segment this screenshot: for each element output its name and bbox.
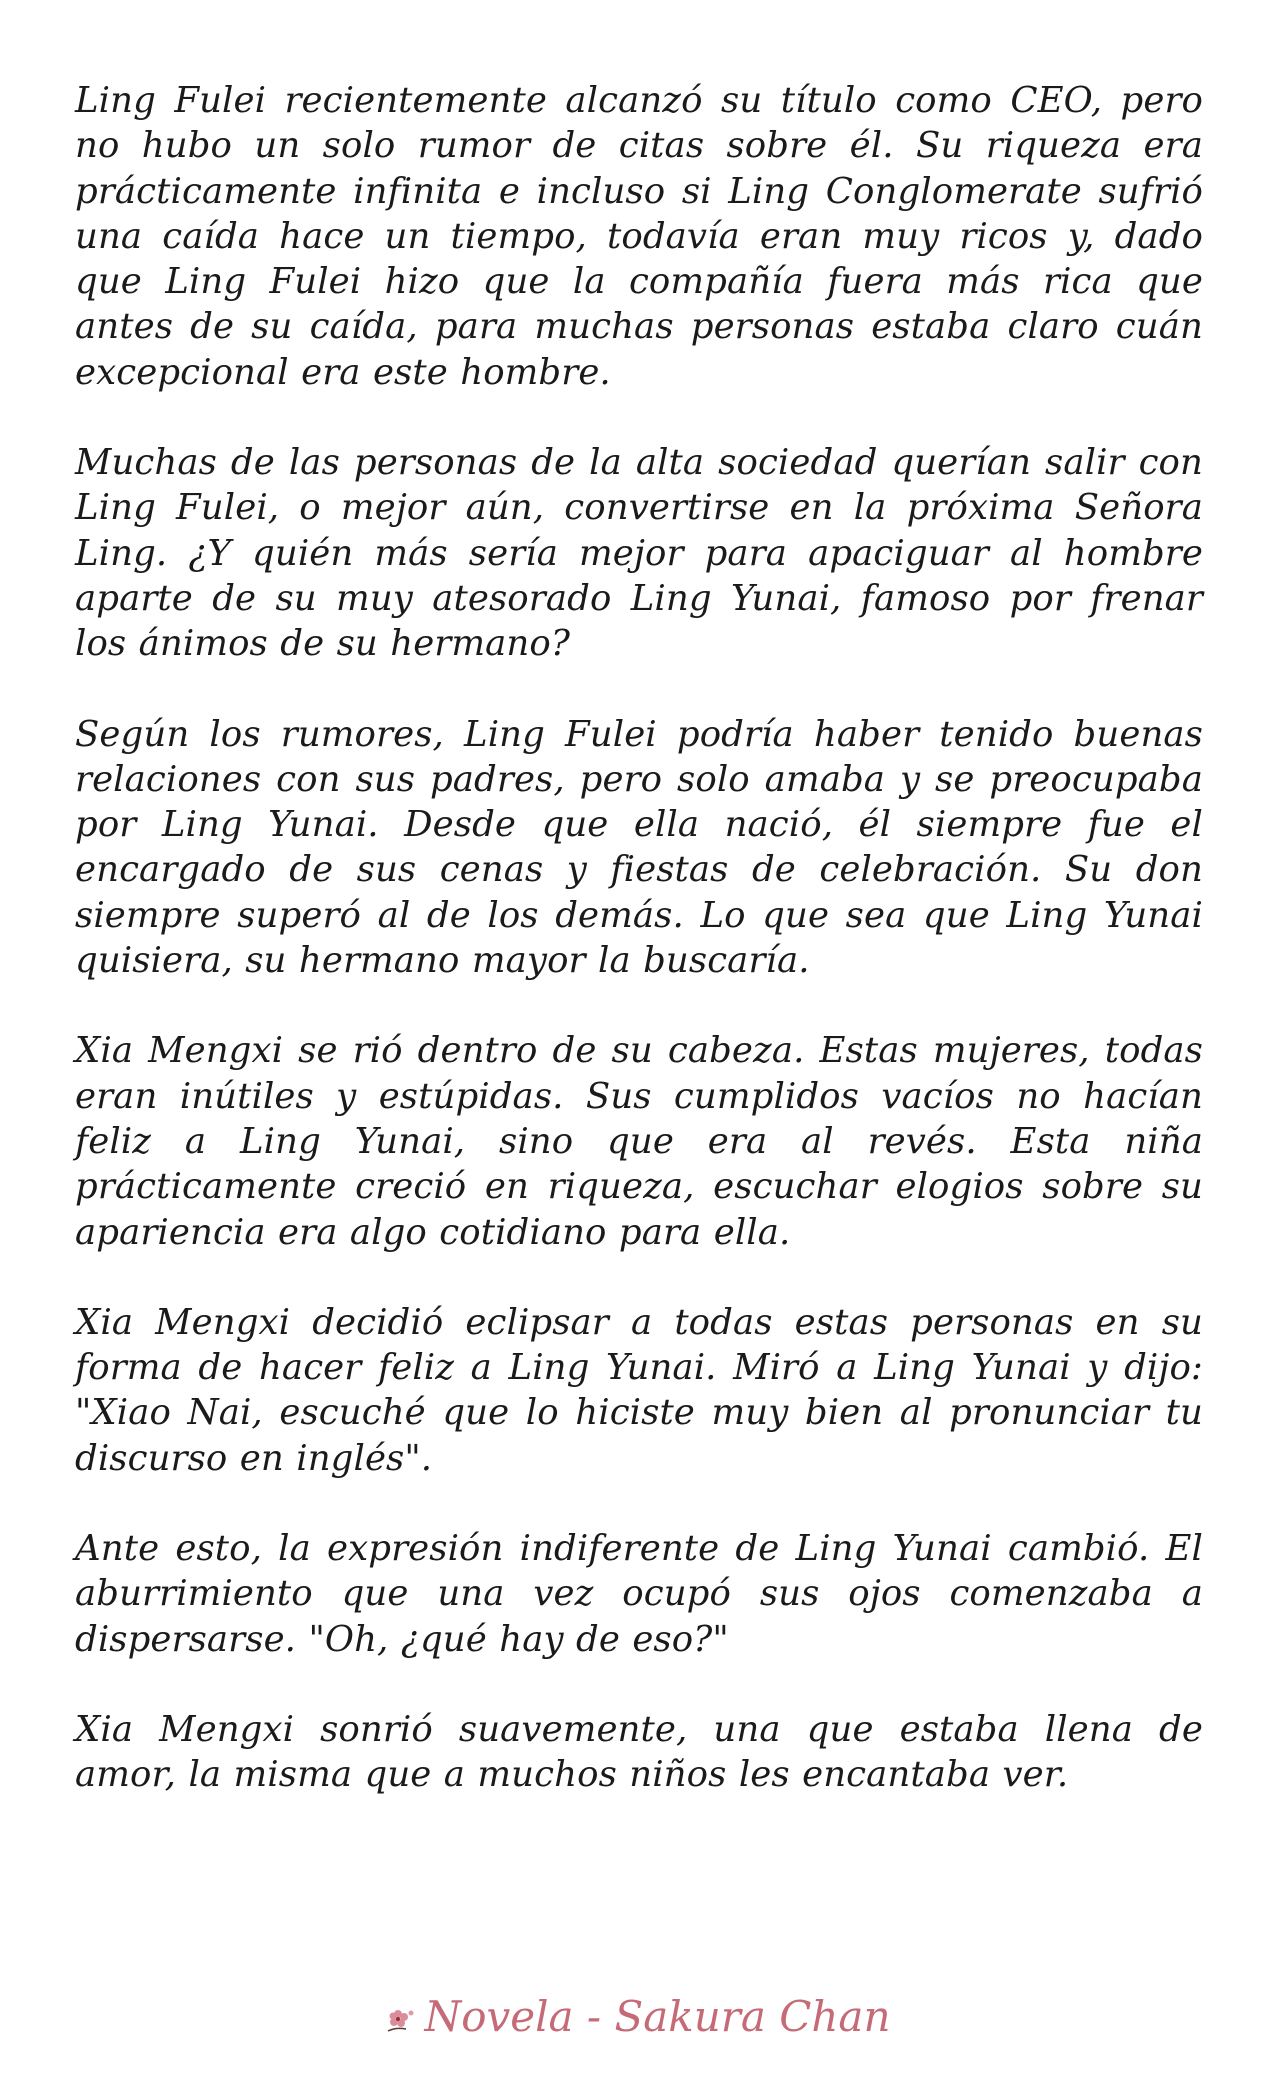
paragraph-3: Según los rumores, Ling Fulei podría haber tenido buenas relaciones con sus padres, pero solo amaba y se preocupaba por Ling Yunai. Desde que ella nació, él siempre fue el encargado de sus cenas y fiestas de celebración. Su don siempre superó al de los demás. Lo que sea que Ling Yunai quisiera, su hermano mayor la buscaría.: [75, 713, 1203, 982]
document-page: [75, 78, 1203, 1843]
paragraph-2: Muchas de las personas de la alta sociedad querían salir con Ling Fulei, o mejor aún, convertirse en la próxima Señora Ling. ¿Y quién más sería mejor para apaciguar al hombre aparte de su muy atesorado Ling Yunai, famoso por frenar los ánimos de su hermano?: [75, 442, 1203, 665]
watermark-footer: [0, 1992, 1275, 2041]
paragraph-5: Xia Mengxi decidió eclipsar a todas estas personas en su forma de hacer feliz a Ling Yunai. Miró a Ling Yunai y dijo: "Xiao Nai, escuché que lo hiciste muy bien al pronunciar tu discurso en inglés".: [75, 1301, 1203, 1479]
sakura-flower-icon: [384, 1996, 420, 2026]
paragraph-7: Xia Mengxi sonrió suavemente, una que estaba llena de amor, la misma que a muchos niños les encantaba ver.: [75, 1708, 1203, 1796]
watermark-text: Novela - Sakura Chan: [424, 1992, 891, 2041]
paragraph-1: Ling Fulei recientemente alcanzó su título como CEO, pero no hubo un solo rumor de citas sobre él. Su riqueza era prácticamente infinita e incluso si Ling Conglomerate sufrió una caída hace un tiempo, todavía eran muy ricos y, dado que Ling Fulei hizo que la compañía fuera más rica que antes de su caída, para muchas personas estaba claro cuán excepcional era este hombre.: [75, 80, 1203, 393]
paragraph-6: Ante esto, la expresión indiferente de Ling Yunai cambió. El aburrimiento que una vez ocupó sus ojos comenzaba a dispersarse. "Oh, ¿qué hay de eso?": [75, 1528, 1203, 1660]
paragraph-4: Xia Mengxi se rió dentro de su cabeza. Estas mujeres, todas eran inútiles y estúpidas. Sus cumplidos vacíos no hacían feliz a Ling Yunai, sino que era al revés. Esta niña prácticamente creció en riqueza, escuchar elogios sobre su apariencia era algo cotidiano para ella.: [75, 1030, 1203, 1253]
